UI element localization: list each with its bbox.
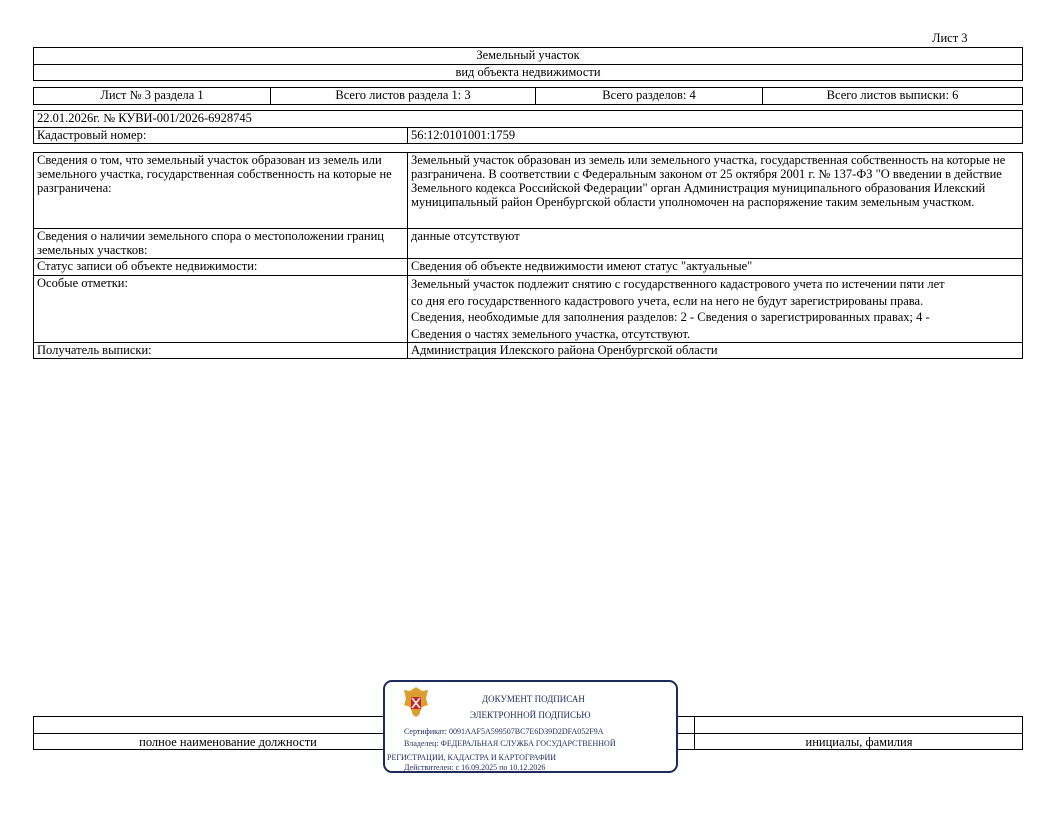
row-label-special-notes: Особые отметки: [33,275,408,343]
note-line: Сведения, необходимые для заполнения разделов: 2 - Сведения о зарегистрированных правах; 4 - [411,310,930,324]
row-label-dispute: Сведения о наличии земельного спора о местоположении границ земельных участков: [33,228,408,259]
object-subtitle: вид объекта недвижимости [33,64,1023,81]
sheet-label: Лист 3 [932,31,968,45]
electronic-signature-stamp [383,680,678,773]
row-value-status: Сведения об объекте недвижимости имеют статус "актуальные" [407,258,1023,276]
stamp-owner: Владелец: ФЕДЕРАЛЬНАЯ СЛУЖБА ГОСУДАРСТВЕННОЙ [404,739,616,748]
info-section-sheets: Всего листов раздела 1: 3 [270,87,536,105]
document-reference: 22.01.2026г. № КУВИ-001/2026-6928745 [33,110,1023,128]
note-line: Земельный участок подлежит снятию с государственного кадастрового учета по истечении пяти лет [411,277,945,291]
row-label-status: Статус записи об объекте недвижимости: [33,258,408,276]
row-value-special-notes [407,275,1023,343]
info-total-sheets: Всего листов выписки: 6 [762,87,1023,105]
note-line: Сведения о частях земельного участка, отсутствуют. [411,326,691,341]
info-sheet: Лист № 3 раздела 1 [33,87,271,105]
stamp-owner-cont: РЕГИСТРАЦИИ, КАДАСТРА И КАРТОГРАФИИ [387,753,557,762]
note-line: со дня его государственного кадастрового учета, если на него не будут зарегистрированы права. [411,293,924,308]
info-sections: Всего разделов: 4 [535,87,763,105]
object-title: Земельный участок [33,47,1023,65]
coat-of-arms-icon [401,685,431,719]
stamp-certificate: Сертификат: 0091AAF5A599507BC7E6D39D2DFA052F9A [404,727,604,736]
position-label: полное наименование должности [139,735,317,749]
stamp-line2: ЭЛЕКТРОННОЙ ПОДПИСЬЮ [470,710,591,720]
row-value-recipient: Администрация Илекского района Оренбургской области [407,342,1023,359]
cadastral-number: 56:12:0101001:1759 [407,127,1023,144]
row-label-recipient: Получатель выписки: [33,342,408,359]
stamp-validity: Действителен: с 16.09.2025 по 10.12.2026 [404,763,546,772]
row-value-land-origin: Земельный участок образован из земель или земельного участка, государственная собственность на которые не разграничена. В соответствии с Федеральным законом от 25 октября 2001 г. № 137-ФЗ "О введении в действие Земельного кодекса Российской Федерации" орган Администрация муниципального образования Илекский муниципальный район Оренбургской области уполномочен на распоряжение таким земельным участком. [407,152,1023,229]
stamp-line1: ДОКУМЕНТ ПОДПИСАН [482,694,585,704]
name-label: инициалы, фамилия [805,735,913,749]
cadastral-label: Кадастровый номер: [33,127,408,144]
row-label-land-origin: Сведения о том, что земельный участок образован из земель или земельного участка, государственная собственность на которые не разграничена: [33,152,408,229]
row-value-dispute: данные отсутствуют [407,228,1023,259]
